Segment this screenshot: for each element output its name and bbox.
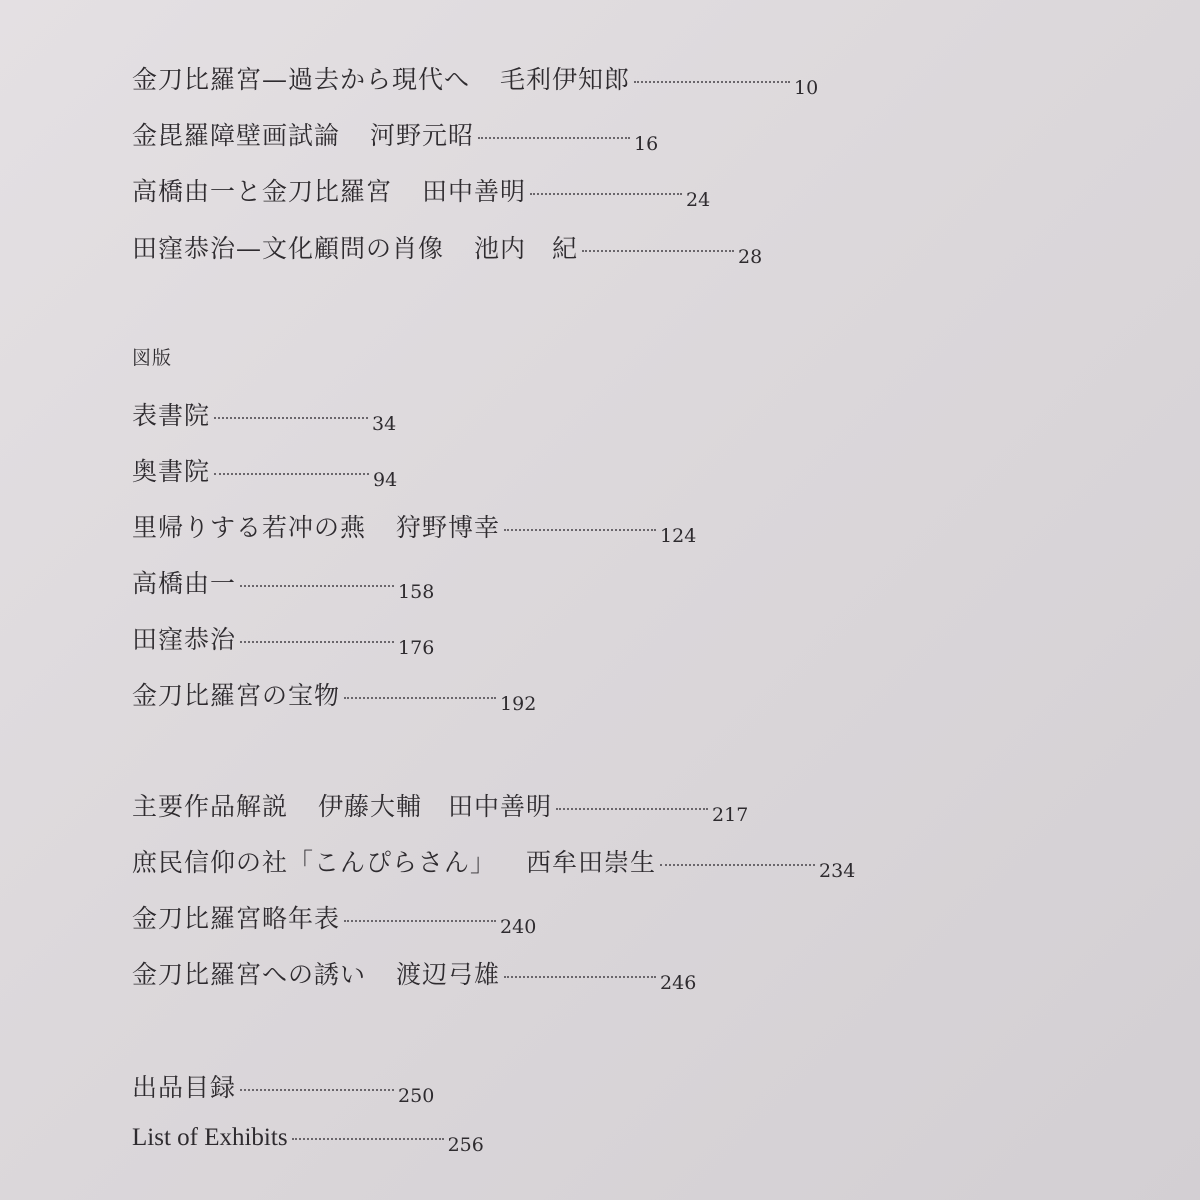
toc-entry-page-number: 94 xyxy=(373,469,398,491)
toc-entry-essay xyxy=(132,116,659,155)
dot-leader xyxy=(214,473,369,475)
toc-entry-title: 金毘羅障壁画試論 xyxy=(132,121,341,150)
toc-entry-plate xyxy=(132,676,537,715)
dot-leader xyxy=(344,697,496,699)
dot-leader xyxy=(530,193,682,195)
toc-entry-page-number: 256 xyxy=(447,1134,484,1156)
toc-entry-page-number: 158 xyxy=(398,581,435,603)
toc-entry-title: 出品目録 xyxy=(132,1073,237,1102)
toc-entry-title: 奥書院 xyxy=(132,457,211,486)
dot-leader xyxy=(504,529,656,531)
toc-entry-page-number: 217 xyxy=(712,804,749,826)
dot-leader xyxy=(660,864,815,866)
dot-leader xyxy=(582,250,734,252)
dot-leader xyxy=(478,137,630,139)
toc-entry-title: 金刀比羅宮—過去から現代へ xyxy=(132,65,471,94)
toc-entry-title: 主要作品解説 xyxy=(132,792,289,821)
toc-entry-author: 毛利伊知郎 xyxy=(500,65,631,94)
toc-entry-author: 西牟田崇生 xyxy=(526,848,657,877)
toc-entry-plate xyxy=(132,396,397,435)
toc-entry-plate xyxy=(132,508,697,547)
toc-entry-title: 高橋由一 xyxy=(132,569,237,598)
toc-entry-title: 高橋由一と金刀比羅宮 xyxy=(132,177,393,206)
toc-entry-title: List of Exhibits xyxy=(132,1124,288,1151)
toc-entry-page-number: 250 xyxy=(398,1085,435,1107)
toc-entry-title: 田窪恭治 xyxy=(132,625,237,654)
toc-entry-page-number: 34 xyxy=(372,413,397,435)
toc-entry-author: 渡辺弓雄 xyxy=(396,960,501,989)
toc-entry-title: 里帰りする若冲の燕 xyxy=(132,513,367,542)
dot-leader xyxy=(240,641,394,643)
toc-entry-commentary xyxy=(132,955,697,994)
toc-entry-commentary xyxy=(132,899,537,938)
toc-entry-plate xyxy=(132,564,435,603)
toc-entry-author: 河野元昭 xyxy=(370,121,475,150)
toc-entry-page-number: 24 xyxy=(686,189,711,211)
toc-entry-page-number: 234 xyxy=(819,860,856,882)
toc-entry-page-number: 192 xyxy=(500,693,537,715)
toc-entry-page-number: 124 xyxy=(660,525,697,547)
toc-entry-author: 伊藤大輔 田中善明 xyxy=(318,792,553,821)
toc-entry-essay xyxy=(132,172,711,211)
toc-entry-plate xyxy=(132,452,398,491)
toc-entry-title: 庶民信仰の社「こんぴらさん」 xyxy=(132,848,497,877)
toc-entry-page-number: 246 xyxy=(660,972,697,994)
toc-entry-title: 田窪恭治—文化顧問の肖像 xyxy=(132,234,445,263)
toc-entry-page-number: 16 xyxy=(634,133,659,155)
dot-leader xyxy=(556,808,708,810)
toc-entry-list xyxy=(132,1068,435,1107)
toc-entry-page-number: 28 xyxy=(738,246,763,268)
dot-leader xyxy=(292,1138,444,1140)
toc-entry-title: 金刀比羅宮略年表 xyxy=(132,904,341,933)
toc-entry-page-number: 240 xyxy=(500,916,537,938)
toc-entry-author: 田中善明 xyxy=(422,177,527,206)
dot-leader xyxy=(344,920,496,922)
toc-entry-author: 池内 紀 xyxy=(474,234,579,263)
dot-leader xyxy=(240,585,394,587)
dot-leader xyxy=(504,976,656,978)
toc-entry-title: 金刀比羅宮への誘い xyxy=(132,960,367,989)
toc-entry-plate xyxy=(132,620,435,659)
toc-entry-essay xyxy=(132,60,819,99)
toc-entry-page-number: 176 xyxy=(398,637,435,659)
toc-entry-title: 表書院 xyxy=(132,401,211,430)
toc-entry-commentary xyxy=(132,843,856,882)
dot-leader xyxy=(240,1089,394,1091)
toc-entry-commentary xyxy=(132,787,749,826)
section-heading-plates: 図版 xyxy=(132,347,173,369)
dot-leader xyxy=(214,417,368,419)
toc-entry-author: 狩野博幸 xyxy=(396,513,501,542)
toc-entry-essay xyxy=(132,229,763,268)
toc-entry-page-number: 10 xyxy=(794,77,819,99)
toc-entry-list xyxy=(132,1124,484,1156)
toc-entry-title: 金刀比羅宮の宝物 xyxy=(132,681,341,710)
dot-leader xyxy=(634,81,790,83)
